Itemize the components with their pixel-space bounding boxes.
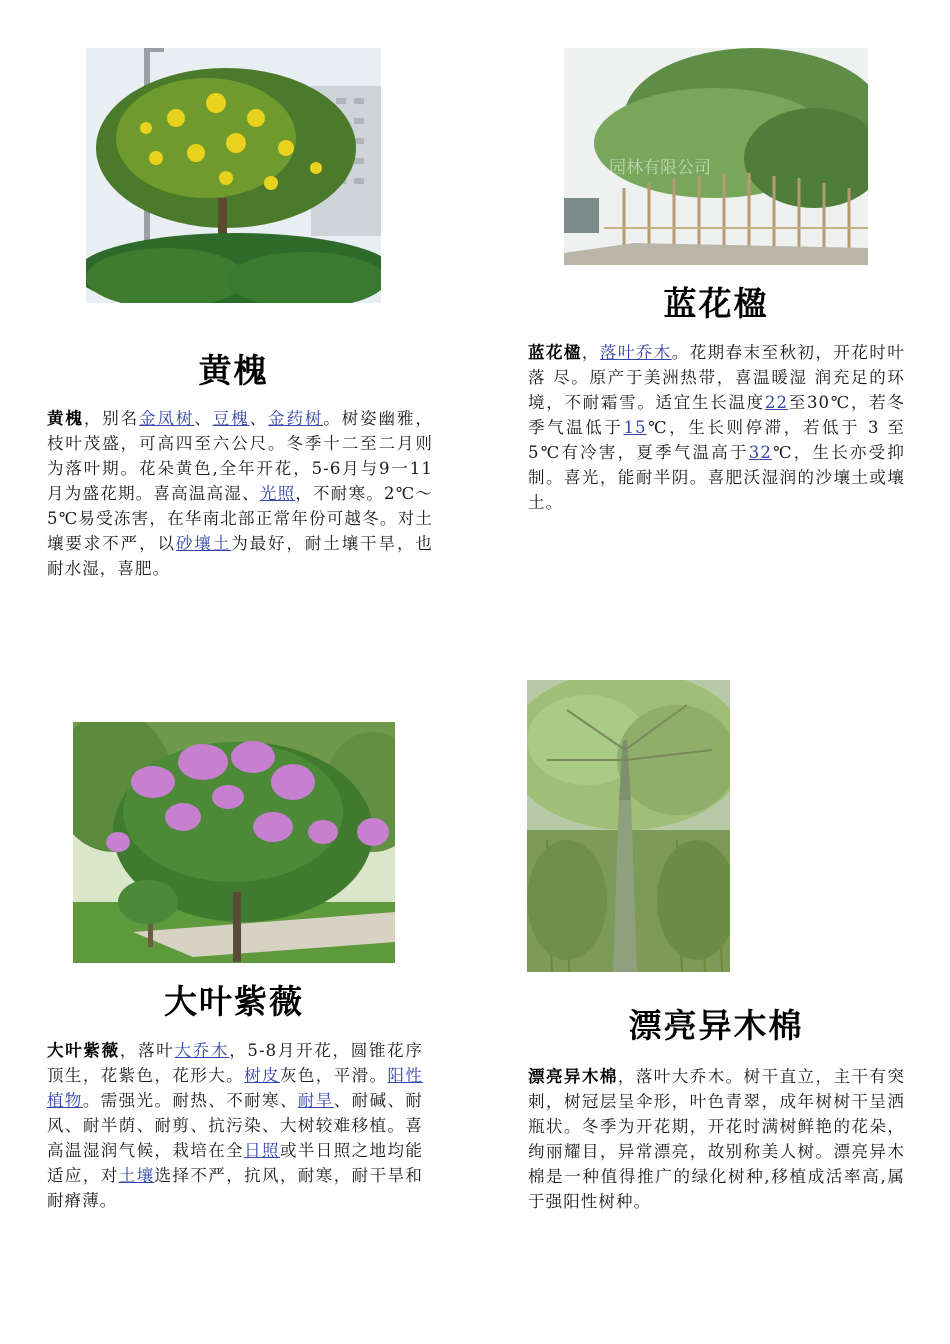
dayeziwei-title: 大叶紫薇	[164, 982, 304, 1021]
description-text: ，5-8月开花，圆锥花序顶生，花紫色，花形大。	[47, 1041, 423, 1085]
description-text: 选择不严，抗风，耐寒，耐干旱和耐瘠薄。	[47, 1166, 424, 1210]
huanghuai-description	[47, 406, 433, 581]
term-link[interactable]: 15	[623, 418, 647, 437]
term-link[interactable]: 砂壤土	[175, 534, 232, 553]
dayeziwei-photo	[73, 722, 395, 963]
description-text: 或半日照之地均能适应，对	[47, 1141, 423, 1185]
term-name: 黄槐	[47, 409, 84, 428]
description-text: 至30℃，若冬季气温低于	[528, 393, 905, 437]
term-link[interactable]: 金药树	[268, 409, 324, 428]
description-text: ，别名	[83, 409, 140, 428]
lanhuaying-title: 蓝花楹	[663, 284, 769, 323]
term-link[interactable]: 豆槐	[212, 409, 250, 428]
huanghuai-title: 黄槐	[198, 351, 269, 390]
description-text: 。需强光。耐热、不耐寒、	[82, 1091, 298, 1110]
term-link[interactable]: 金凤树	[139, 409, 195, 428]
description-text: 、	[194, 409, 213, 428]
description-text: 。树姿幽雅，枝叶茂盛，可高四至六公尺。冬季十二至二月则为落叶期。花朵黄色,全年开花，5-6月与9一11月为盛花期。喜高温高湿、	[47, 409, 433, 503]
description-text: ，	[581, 343, 600, 362]
dayeziwei-description	[47, 1038, 423, 1213]
description-text: 。花期春末至秋初，开花时叶落 尽。原产于美洲热带，喜温暖湿 润充足的环境，不耐霜雪。适宜生长温度	[528, 343, 905, 412]
description-text: ，落叶	[119, 1041, 175, 1060]
description-text: 为最好，耐土壤干旱，也耐水湿，喜肥。	[47, 534, 433, 578]
term-name: 大叶紫薇	[47, 1041, 120, 1060]
piaoliang-yimumian-photo	[527, 680, 730, 972]
term-name: 蓝花楹	[528, 343, 582, 362]
term-link[interactable]: 32	[748, 443, 772, 462]
term-link[interactable]: 大乔木	[174, 1041, 230, 1060]
term-name: 漂亮异木棉	[528, 1067, 618, 1086]
term-link[interactable]: 树皮	[244, 1066, 280, 1085]
huanghuai-photo	[86, 48, 381, 303]
piaoliang-yimumian-description	[528, 1064, 905, 1214]
term-link[interactable]: 耐旱	[297, 1091, 334, 1110]
term-link[interactable]: 阳性植物	[47, 1066, 423, 1110]
description-text: ℃，生长则停滞，若低于 3 至 5℃有冷害，夏季气温高于	[528, 418, 906, 462]
term-link[interactable]: 光照	[259, 484, 296, 503]
description-text: ℃，生长亦受抑制。喜光，能耐半阴。喜肥沃湿润的沙壤土或壤土。	[528, 443, 905, 512]
description-text: 灰色，平滑。	[279, 1066, 388, 1085]
description-text: 、	[249, 409, 269, 428]
term-link[interactable]: 日照	[244, 1141, 280, 1160]
description-text: 、耐碱、耐风、耐半荫、耐剪、抗污染、大树较难移植。喜高温湿润气候，栽培在全	[47, 1091, 424, 1160]
description-text: ，落叶大乔木。树干直立，主干有突刺，树冠层呈伞形，叶色青翠，成年树树干呈洒瓶状。冬季为开花期，开花时满树鲜艳的花朵，绚丽耀目，异常漂亮，故别称美人树。漂亮异木棉是一种值得推广的绿化树种,移植成活率高,属于强阳性树种。	[528, 1067, 906, 1211]
term-link[interactable]: 落叶乔木	[599, 343, 672, 362]
description-text: ，不耐寒。2℃～5℃易受冻害，在华南北部正常年份可越冬。对土壤要求不严，以	[47, 484, 434, 553]
watermark-text: 园林有限公司	[609, 158, 711, 178]
term-link[interactable]: 土壤	[118, 1166, 155, 1185]
term-link[interactable]: 22	[764, 393, 789, 412]
lanhuaying-photo	[564, 48, 868, 265]
lanhuaying-description	[528, 340, 905, 515]
piaoliang-yimumian-title: 漂亮异木棉	[628, 1006, 804, 1045]
